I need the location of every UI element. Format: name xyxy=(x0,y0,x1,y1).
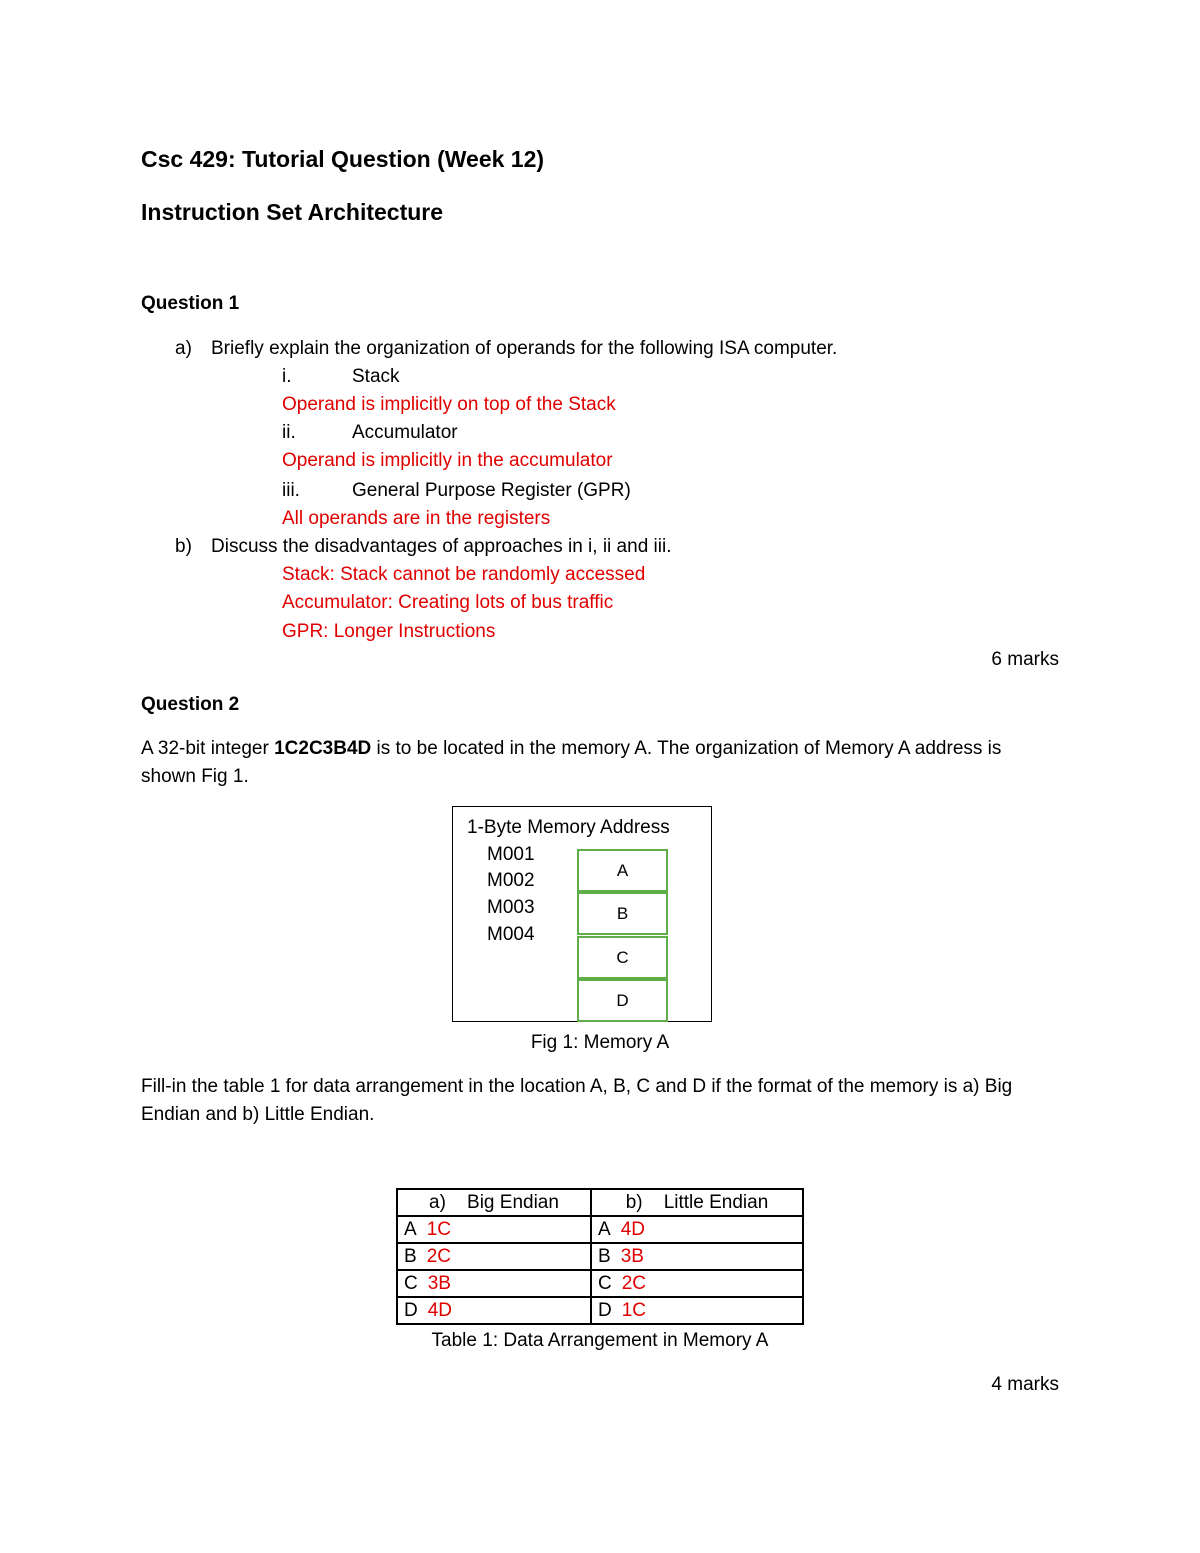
question-2-heading: Question 2 xyxy=(141,694,240,715)
q1b-answer: Stack: Stack cannot be randomly accessed xyxy=(282,564,646,585)
big-endian-cell xyxy=(397,1297,591,1324)
little-endian-cell xyxy=(591,1243,803,1270)
q2-intro-pre: A 32-bit integer xyxy=(141,738,275,759)
table-row xyxy=(397,1216,803,1243)
q2-marks: 4 marks xyxy=(991,1374,1059,1395)
memory-address: M002 xyxy=(487,870,535,891)
memory-cell: B xyxy=(577,892,668,935)
q2-integer-value: 1C2C3B4D xyxy=(274,738,372,759)
figure-caption: Fig 1: Memory A xyxy=(530,1032,670,1053)
memory-cell: C xyxy=(577,936,668,979)
table-header-row xyxy=(397,1189,803,1216)
byte-value: 2C xyxy=(426,1245,451,1267)
q1a-item-answer: Operand is implicitly on top of the Stack xyxy=(282,394,616,415)
location-label: C xyxy=(598,1272,612,1294)
byte-value: 3B xyxy=(427,1272,451,1294)
byte-value: 4D xyxy=(427,1299,453,1321)
byte-value: 1C xyxy=(426,1218,451,1240)
location-label: C xyxy=(404,1272,418,1294)
q2-intro xyxy=(141,737,1001,761)
location-label: B xyxy=(404,1245,417,1267)
memory-cell: A xyxy=(577,849,668,892)
page-title: Csc 429: Tutorial Question (Week 12) xyxy=(141,146,545,172)
memory-address: M004 xyxy=(487,924,535,945)
q1a-item-answer: All operands are in the registers xyxy=(282,508,551,529)
q2-instruction: Fill-in the table 1 for data arrangement in the location A, B, C and D if the format of the memory is a) Big xyxy=(141,1076,1013,1097)
byte-value: 1C xyxy=(621,1299,647,1321)
location-label: D xyxy=(404,1299,418,1321)
big-endian-header: a) Big Endian xyxy=(397,1189,591,1216)
table-row xyxy=(397,1297,803,1324)
memory-figure-title: 1-Byte Memory Address xyxy=(467,817,670,838)
location-label: A xyxy=(598,1218,611,1240)
memory-address: M003 xyxy=(487,897,535,918)
memory-address: M001 xyxy=(487,844,535,865)
endian-table xyxy=(396,1188,804,1325)
location-label: D xyxy=(598,1299,612,1321)
little-endian-cell xyxy=(591,1270,803,1297)
q1a-text: Briefly explain the organization of operands for the following ISA computer. xyxy=(211,338,838,359)
question-1-heading: Question 1 xyxy=(141,293,240,314)
q2-instruction-line2: Endian and b) Little Endian. xyxy=(141,1104,375,1125)
table-caption: Table 1: Data Arrangement in Memory A xyxy=(431,1330,769,1351)
byte-value: 3B xyxy=(620,1245,644,1267)
q1b-answer: Accumulator: Creating lots of bus traffic xyxy=(282,592,614,613)
memory-cell: D xyxy=(577,979,668,1022)
q1-marks: 6 marks xyxy=(991,649,1059,670)
little-endian-cell xyxy=(591,1297,803,1324)
big-endian-cell xyxy=(397,1270,591,1297)
page-subtitle: Instruction Set Architecture xyxy=(141,199,444,225)
q2-intro-line2: shown Fig 1. xyxy=(141,766,249,787)
little-endian-header: b) Little Endian xyxy=(591,1189,803,1216)
q1b-label: b) xyxy=(175,536,192,557)
q1a-item-name: General Purpose Register (GPR) xyxy=(352,480,631,501)
table-row xyxy=(397,1270,803,1297)
q1a-item-name: Accumulator xyxy=(352,422,458,443)
q1a-item-numeral: i. xyxy=(282,366,292,387)
q1b-answer: GPR: Longer Instructions xyxy=(282,621,496,642)
q1a-label: a) xyxy=(175,338,192,359)
q1a-item-numeral: ii. xyxy=(282,422,296,443)
location-label: B xyxy=(598,1245,611,1267)
little-endian-cell xyxy=(591,1216,803,1243)
location-label: A xyxy=(404,1218,417,1240)
byte-value: 4D xyxy=(620,1218,645,1240)
q1a-item-name: Stack xyxy=(352,366,400,387)
q1b-text: Discuss the disadvantages of approaches in i, ii and iii. xyxy=(211,536,672,557)
byte-value: 2C xyxy=(621,1272,647,1294)
q2-intro-post: is to be located in the memory A. The organization of Memory A address is xyxy=(371,738,1002,759)
big-endian-cell xyxy=(397,1243,591,1270)
table-row xyxy=(397,1243,803,1270)
q1a-item-answer: Operand is implicitly in the accumulator xyxy=(282,450,613,471)
big-endian-cell xyxy=(397,1216,591,1243)
q1a-item-numeral: iii. xyxy=(282,480,300,501)
